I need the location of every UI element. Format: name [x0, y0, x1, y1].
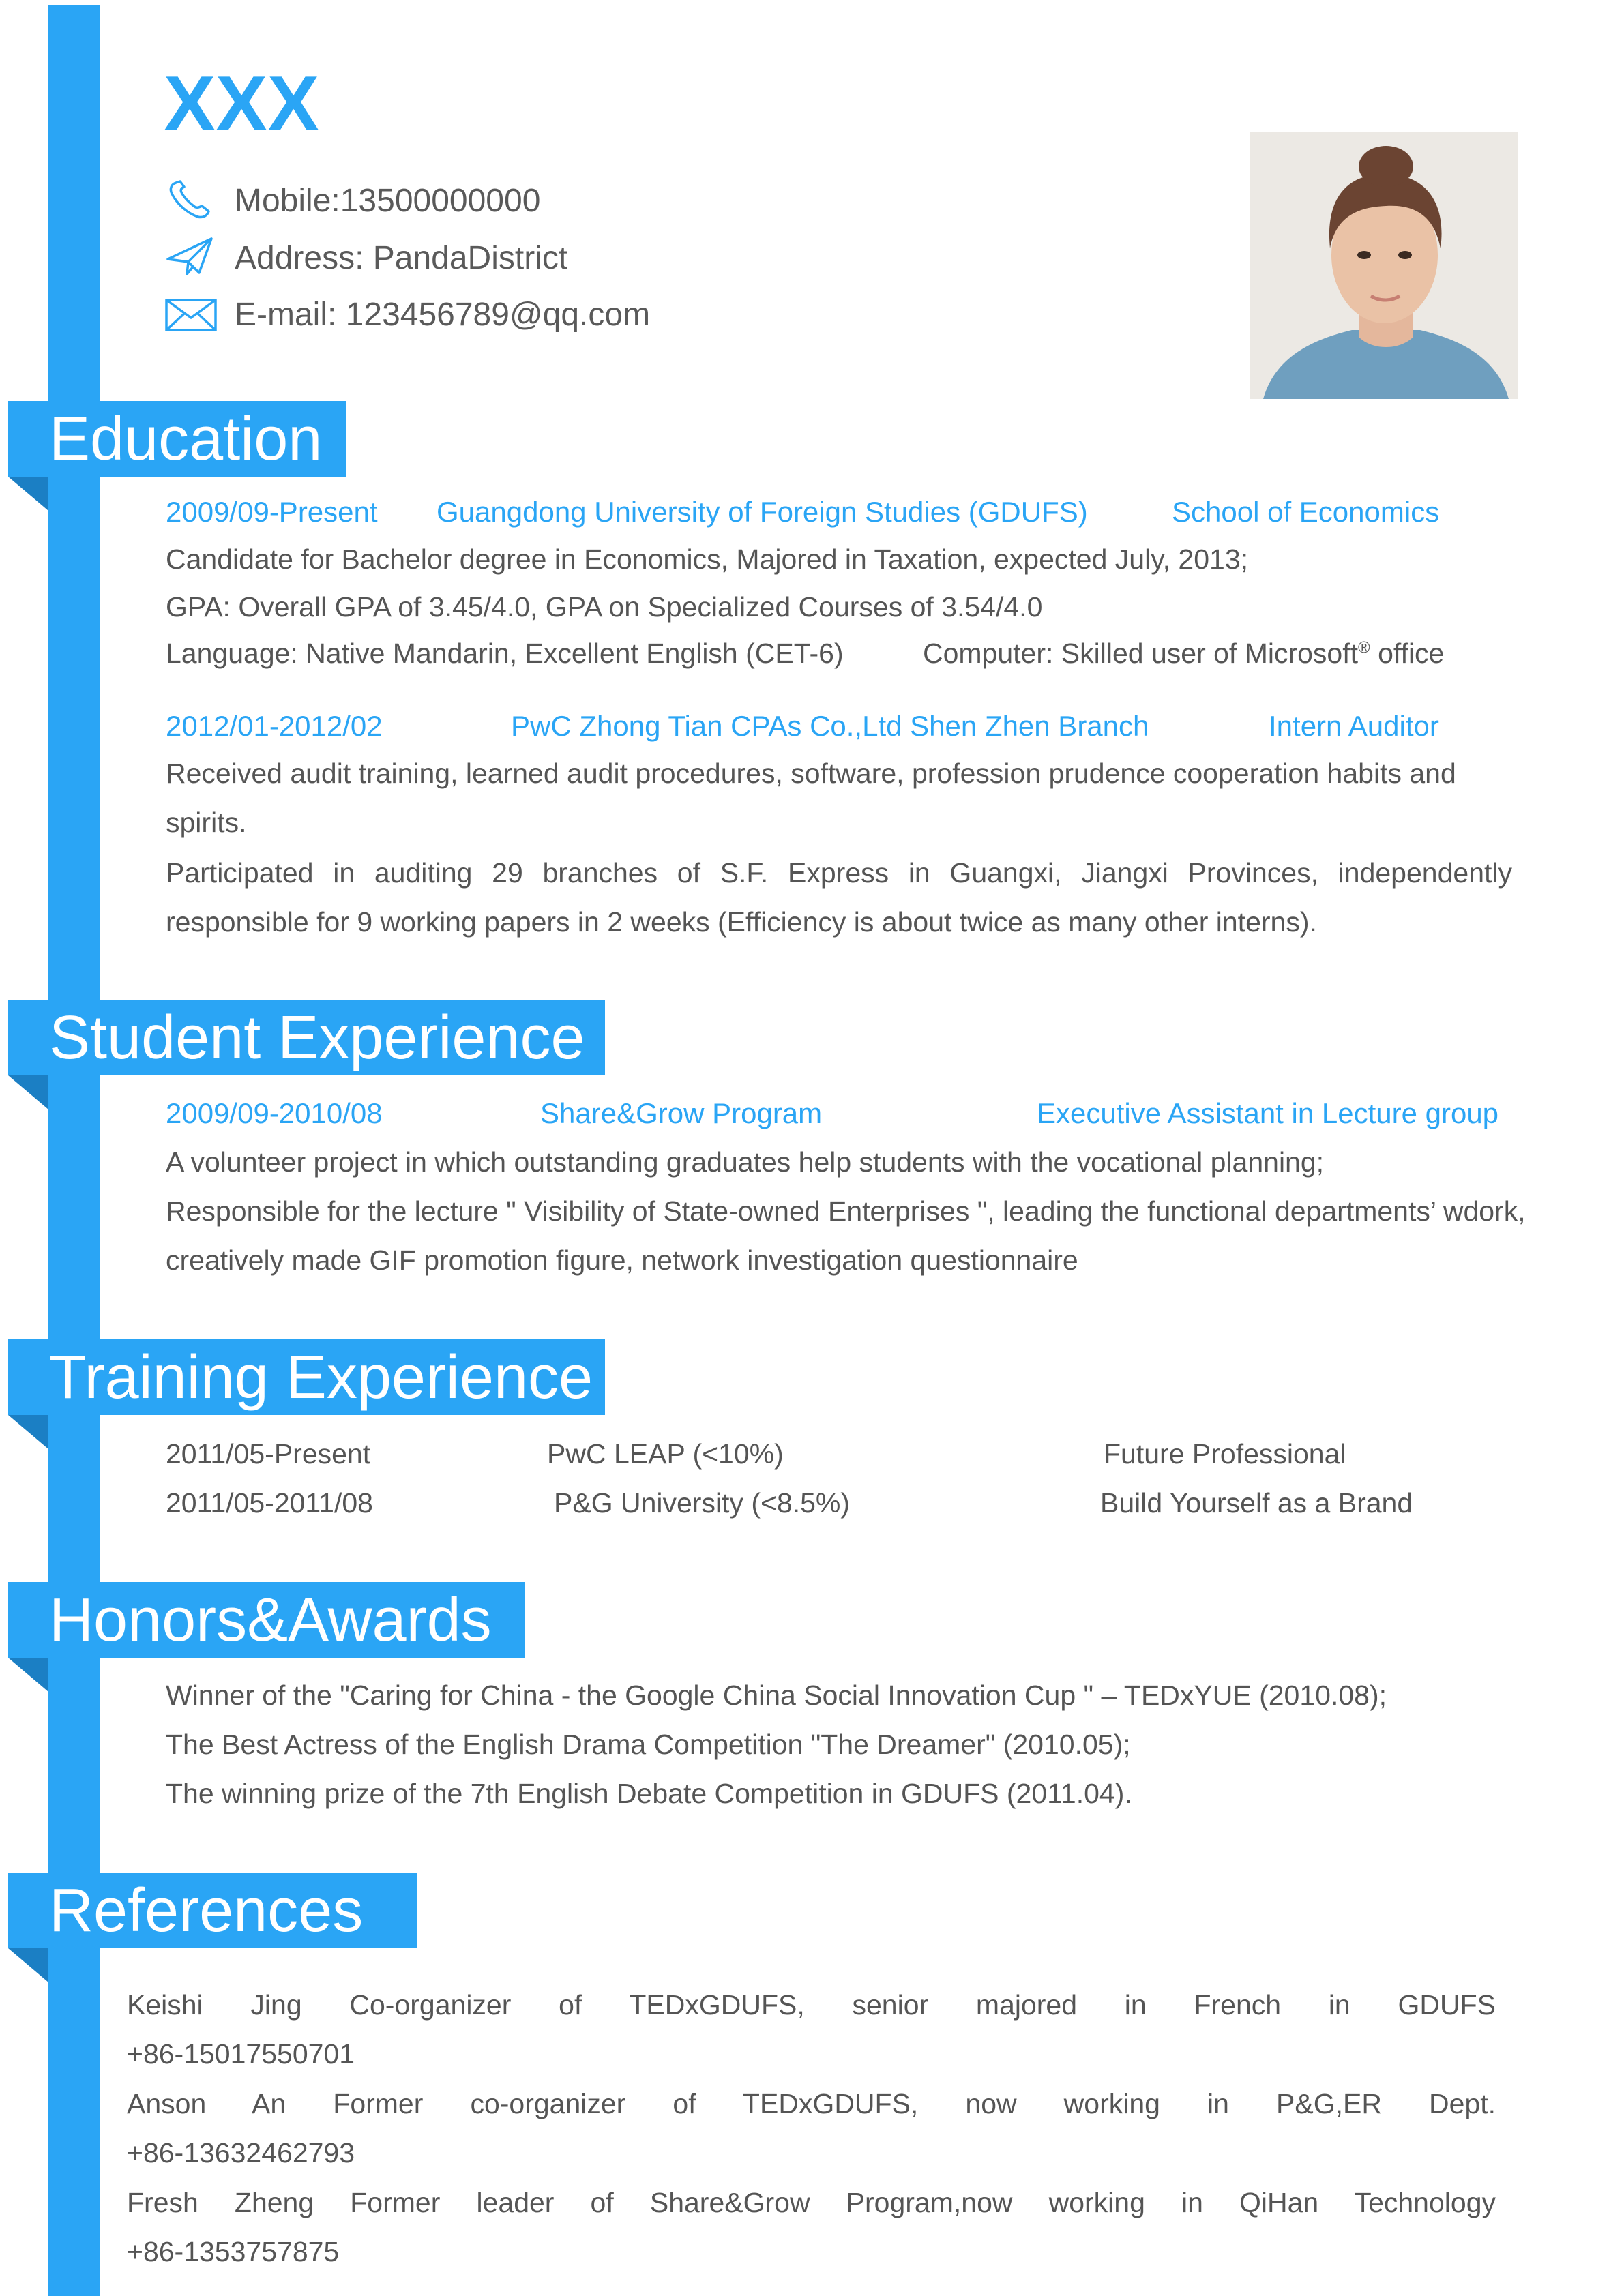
internship-desc-line: spirits. [166, 807, 247, 838]
section-title: Honors&Awards [49, 1585, 492, 1654]
reference-phone: +86-15017550701 [127, 2038, 355, 2070]
education-degree: Candidate for Bachelor degree in Economics, Majored in Taxation, expected July, 2013; [166, 543, 1249, 575]
section-header-student-experience [8, 1000, 605, 1075]
internship-desc-line: Participated in auditing 29 branches of S.F. Express in Guangxi, Jiangxi Provinces, independently [166, 857, 1512, 889]
internship-date: 2012/01-2012/02 [166, 710, 383, 742]
student-role: Executive Assistant in Lecture group [1037, 1097, 1499, 1129]
mobile-text: Mobile:13500000000 [235, 183, 541, 219]
ribbon-fold [8, 477, 48, 511]
education-school: Guangdong University of Foreign Studies (GDUFS) [437, 496, 1088, 528]
student-desc-line: A volunteer project in which outstanding graduates help students with the vocational planning; [166, 1146, 1325, 1178]
ribbon-fold [8, 1415, 48, 1449]
education-computer: Computer: Skilled user of Microsoft® office [923, 638, 1445, 669]
internship-desc-line: responsible for 9 working papers in 2 weeks (Efficiency is about twice as many other interns). [166, 906, 1317, 938]
ribbon-fold [8, 1658, 48, 1692]
training-title: Future Professional [1104, 1438, 1346, 1470]
reference-line: Fresh Zheng Former leader of Share&Grow Program,now working in QiHan Technology [127, 2187, 1496, 2218]
education-department: School of Economics [1172, 496, 1440, 528]
training-date: 2011/05-Present [166, 1438, 371, 1470]
training-program: PwC LEAP (<10%) [547, 1438, 784, 1470]
section-header-honors-awards [8, 1582, 525, 1658]
education-gpa: GPA: Overall GPA of 3.45/4.0, GPA on Specialized Courses of 3.54/4.0 [166, 591, 1043, 623]
reference-phone: +86-1353757875 [127, 2236, 340, 2267]
section-header-education [8, 401, 346, 477]
section-title: Student Experience [49, 1003, 585, 1072]
timeline-bar [48, 5, 100, 2296]
resume-name: XXX [164, 61, 320, 147]
student-desc-line: creatively made GIF promotion figure, network investigation questionnaire [166, 1244, 1078, 1276]
section-header-references [8, 1873, 417, 1948]
training-program: P&G University (<8.5%) [554, 1487, 851, 1519]
honor-item: The Best Actress of the English Drama Competition "The Dreamer" (2010.05); [166, 1729, 1131, 1760]
section-header-training-experience [8, 1339, 605, 1415]
honor-item: The winning prize of the 7th English Debate Competition in GDUFS (2011.04). [166, 1778, 1132, 1809]
email-text: E-mail: 123456789@qq.com [235, 297, 651, 333]
reference-line: Anson An Former co-organizer of TEDxGDUFS, now working in P&G,ER Dept. [127, 2088, 1496, 2119]
address-text: Address: PandaDistrict [235, 240, 568, 276]
student-date: 2009/09-2010/08 [166, 1097, 383, 1129]
honor-item: Winner of the "Caring for China - the Google China Social Innovation Cup " – TEDxYUE (2010.08); [166, 1680, 1387, 1711]
training-date: 2011/05-2011/08 [166, 1487, 373, 1519]
section-title: Education [49, 404, 323, 473]
paper-plane-icon [164, 236, 218, 277]
section-title: References [49, 1876, 364, 1945]
student-program: Share&Grow Program [540, 1097, 823, 1129]
education-language: Language: Native Mandarin, Excellent English (CET-6) [166, 638, 844, 669]
reference-line: Keishi Jing Co-organizer of TEDxGDUFS, senior majored in French in GDUFS [127, 1989, 1496, 2021]
internship-role: Intern Auditor [1269, 710, 1439, 742]
training-title: Build Yourself as a Brand [1100, 1487, 1413, 1519]
section-title: Training Experience [49, 1343, 593, 1412]
internship-company: PwC Zhong Tian CPAs Co.,Ltd Shen Zhen Branch [511, 710, 1149, 742]
student-desc-line: Responsible for the lecture " Visibility of State-owned Enterprises ", leading the functional departments’ wdork, [166, 1195, 1526, 1227]
ribbon-fold [8, 1948, 48, 1982]
envelope-icon [164, 295, 218, 336]
profile-photo [1250, 132, 1518, 399]
education-date: 2009/09-Present [166, 496, 378, 528]
ribbon-fold [8, 1075, 48, 1109]
phone-icon [164, 179, 218, 220]
internship-desc-line: Received audit training, learned audit procedures, software, profession prudence cooperation habits and [166, 758, 1456, 789]
reference-phone: +86-13632462793 [127, 2137, 355, 2168]
